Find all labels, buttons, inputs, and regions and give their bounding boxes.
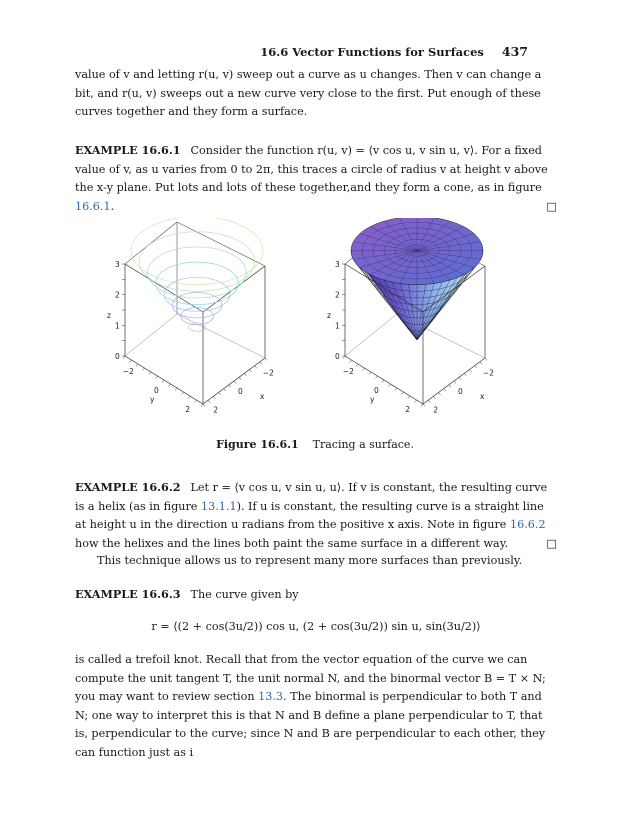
tick xyxy=(485,358,487,361)
tick xyxy=(470,370,472,373)
tick xyxy=(376,376,378,379)
tick xyxy=(224,389,226,392)
section-link-13-3[interactable]: 13.3 xyxy=(258,690,284,704)
sentence-end: . xyxy=(110,199,115,213)
x-tick-label: 0 xyxy=(238,387,243,396)
tick xyxy=(250,370,252,373)
tick xyxy=(136,364,138,367)
y-axis-label: y xyxy=(370,395,375,404)
box-edge xyxy=(345,314,397,356)
x-tick-label: 2 xyxy=(213,405,218,415)
section-title: 16.6 Vector Functions for Surfaces xyxy=(260,45,484,59)
cone-ring xyxy=(131,218,263,285)
tick xyxy=(123,356,125,359)
tick xyxy=(382,380,384,383)
tick xyxy=(175,388,177,391)
tick xyxy=(169,384,171,387)
z-tick-label: 3 xyxy=(115,260,120,269)
y-tick-label: 2 xyxy=(185,405,190,415)
trefoil-equation xyxy=(75,620,557,633)
tick xyxy=(343,356,345,359)
example-label: EXAMPLE 16.6.3 xyxy=(75,587,181,601)
tick xyxy=(213,396,215,399)
tick xyxy=(244,373,246,376)
trefoil-paragraph xyxy=(75,651,557,763)
technique-text: This technique allows us to represent many more surfaces than previously. xyxy=(97,554,523,567)
intro-text: value of v and letting r(u, v) sweep out a curve as u changes. Then v can change a bit, and r(u, v) sweeps out a new curve very close to the first. Put enough of these curves together and they form a surface. xyxy=(75,68,542,119)
tick xyxy=(260,362,262,365)
tick xyxy=(201,404,203,407)
tick xyxy=(195,400,197,403)
example-16-6-2 xyxy=(75,478,557,553)
example-label: EXAMPLE 16.6.2 xyxy=(75,480,181,494)
figure-link-16-6-2[interactable]: 16.6.2 xyxy=(510,518,546,532)
cone-ring xyxy=(181,308,214,325)
tick xyxy=(475,366,477,369)
tick xyxy=(229,385,231,388)
cone-ring xyxy=(172,292,222,318)
z-axis-label: z xyxy=(327,311,331,320)
example-text: Consider the function r(u, v) = ⟨v cos u, v sin u, v⟩. For a fixed value of v, as u varies from 0 to 2π, this traces a circle of radius v at height v above the x-y plane. Put lots and lots of these together,and they form a cone, as in figure xyxy=(75,144,548,195)
figure-link-13-1-1[interactable]: 13.1.1 xyxy=(200,499,237,513)
tick xyxy=(421,404,423,407)
y-tick-label: −2 xyxy=(122,366,134,376)
tick xyxy=(162,380,164,383)
tick xyxy=(369,372,371,375)
cone-ring xyxy=(139,232,255,292)
z-tick-label: 0 xyxy=(335,352,340,361)
y-tick-label: 2 xyxy=(405,405,410,415)
tick xyxy=(239,377,241,380)
x-tick-label: 0 xyxy=(458,387,463,396)
tick xyxy=(415,400,417,403)
figure-cone-shaded xyxy=(325,218,525,432)
cone-ring xyxy=(148,247,247,298)
equation-text: r = ⟨(2 + cos(3u/2)) cos u, (2 + cos(3u/2)) sin u, sin(3u/2)⟩ xyxy=(151,620,481,633)
box-edge xyxy=(125,264,203,312)
cone-surface xyxy=(351,218,483,340)
x-tick-label: −2 xyxy=(262,368,274,378)
y-tick-label: −2 xyxy=(342,366,354,376)
tick xyxy=(402,392,404,395)
tick xyxy=(255,366,257,369)
z-tick-label: 2 xyxy=(115,290,120,300)
example-16-6-3 xyxy=(75,585,557,605)
tick xyxy=(459,377,461,380)
figure-caption xyxy=(0,438,630,451)
z-tick-label: 1 xyxy=(335,321,340,331)
tick xyxy=(449,385,451,388)
cone-shaded-plot xyxy=(325,218,525,428)
tick xyxy=(188,396,190,399)
example-text: Let r = ⟨v cos u, v sin u, u⟩. If v is constant, the resulting curve is a helix (as in figure xyxy=(75,481,548,513)
tick xyxy=(350,360,352,363)
z-tick-label: 1 xyxy=(115,321,120,331)
z-axis-label: z xyxy=(107,311,111,320)
box-edge xyxy=(177,314,265,358)
axis-labels xyxy=(107,260,274,414)
qed-symbol: □ xyxy=(546,536,557,550)
tick xyxy=(439,393,441,396)
y-axis-label: y xyxy=(150,395,155,404)
example-text-2: ). If u is constant, the resulting curve is a straight line at height u in the direction u radians from the positive x axis. Note in figure xyxy=(75,499,544,532)
tick xyxy=(219,393,221,396)
tick xyxy=(208,400,210,403)
figure-link-16-6-1[interactable]: 16.6.1 xyxy=(75,199,111,213)
running-header xyxy=(260,44,528,59)
tick xyxy=(265,358,267,361)
tick xyxy=(480,362,482,365)
y-tick-label: 0 xyxy=(154,386,159,395)
x-axis-label: x xyxy=(480,392,485,401)
y-tick-label: 0 xyxy=(374,386,379,395)
tick xyxy=(182,392,184,395)
qed-symbol: □ xyxy=(546,199,557,213)
cone-rings xyxy=(131,218,263,331)
cone-wireframe-plot xyxy=(105,218,305,428)
x-tick-label: −2 xyxy=(482,368,494,378)
tick xyxy=(454,381,456,384)
example-16-6-1 xyxy=(75,141,557,216)
box-edge xyxy=(177,222,265,266)
tick xyxy=(130,360,132,363)
intro-paragraph xyxy=(75,66,557,122)
z-tick-label: 3 xyxy=(335,260,340,269)
tick xyxy=(389,384,391,387)
x-axis-label: x xyxy=(260,392,265,401)
tick xyxy=(464,373,466,376)
paragraph-text: is called a trefoil knot. Recall that from the vector equation of the curve we can compute the unit tangent T, the unit normal N, and the binormal vector B = T × N; you may want to review section xyxy=(75,653,546,704)
example-text-3: how the helixes and the lines both paint the same surface in a different way. xyxy=(75,536,509,550)
tick xyxy=(428,400,430,403)
tick xyxy=(423,404,425,407)
tick xyxy=(203,404,205,407)
example-text: The curve given by xyxy=(190,588,299,601)
tick xyxy=(234,381,236,384)
tick xyxy=(408,396,410,399)
figure-label: Figure 16.6.1 xyxy=(216,438,299,451)
tick xyxy=(433,396,435,399)
z-tick-label: 0 xyxy=(115,352,120,361)
z-tick-label: 2 xyxy=(335,290,340,300)
tick xyxy=(363,368,365,371)
tick xyxy=(149,372,151,375)
tick xyxy=(156,376,158,379)
tick xyxy=(395,388,397,391)
caption-text: Tracing a surface. xyxy=(312,438,414,451)
box-edge xyxy=(125,314,177,356)
tick xyxy=(143,368,145,371)
technique-paragraph xyxy=(75,552,557,571)
tick xyxy=(444,389,446,392)
tick xyxy=(356,364,358,367)
x-tick-label: 2 xyxy=(433,405,438,415)
figure-cone-wireframe xyxy=(105,218,305,432)
page-number: 437 xyxy=(501,44,528,59)
paragraph-text-2: . The binormal is perpendicular to both T and N; one way to interpret this is that N and B define a plane perpendicular to T, that is, perpendicular to the curve; since N and B are perpendicular to each other, they can function just as i xyxy=(75,690,546,759)
example-label: EXAMPLE 16.6.1 xyxy=(75,143,181,157)
